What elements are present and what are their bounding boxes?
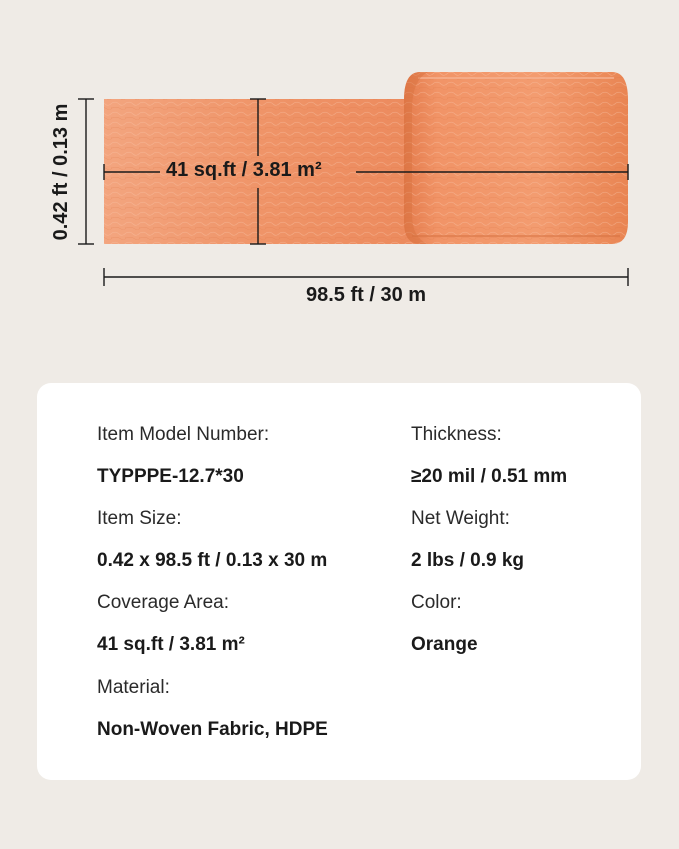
- spec-label-material: Material:: [97, 677, 170, 698]
- spec-label-model-number: Item Model Number:: [97, 424, 270, 445]
- height-dimension-label: 0.42 ft / 0.13 m: [50, 103, 72, 241]
- spec-label-coverage-area: Coverage Area:: [97, 592, 230, 613]
- length-dimension-label: 98.5 ft / 30 m: [305, 284, 427, 306]
- spec-value-color: Orange: [411, 634, 478, 655]
- spec-label-color: Color:: [411, 592, 462, 613]
- spec-label-net-weight: Net Weight:: [411, 508, 510, 529]
- coverage-area-label: 41 sq.ft / 3.81 m²: [166, 159, 322, 181]
- spec-value-thickness: ≥20 mil / 0.51 mm: [411, 466, 568, 487]
- spec-value-coverage-area: 41 sq.ft / 3.81 m²: [97, 634, 245, 655]
- spec-value-model-number: TYPPPE-12.7*30: [97, 466, 244, 487]
- spec-value-item-size: 0.42 x 98.5 ft / 0.13 x 30 m: [97, 550, 328, 571]
- spec-value-net-weight: 2 lbs / 0.9 kg: [411, 550, 524, 571]
- spec-value-material: Non-Woven Fabric, HDPE: [97, 719, 328, 740]
- spec-label-thickness: Thickness:: [411, 424, 502, 445]
- membrane-roll-illustration: [0, 0, 679, 330]
- spec-label-item-size: Item Size:: [97, 508, 182, 529]
- product-dimension-diagram: [0, 0, 679, 330]
- specifications-card: [37, 383, 641, 780]
